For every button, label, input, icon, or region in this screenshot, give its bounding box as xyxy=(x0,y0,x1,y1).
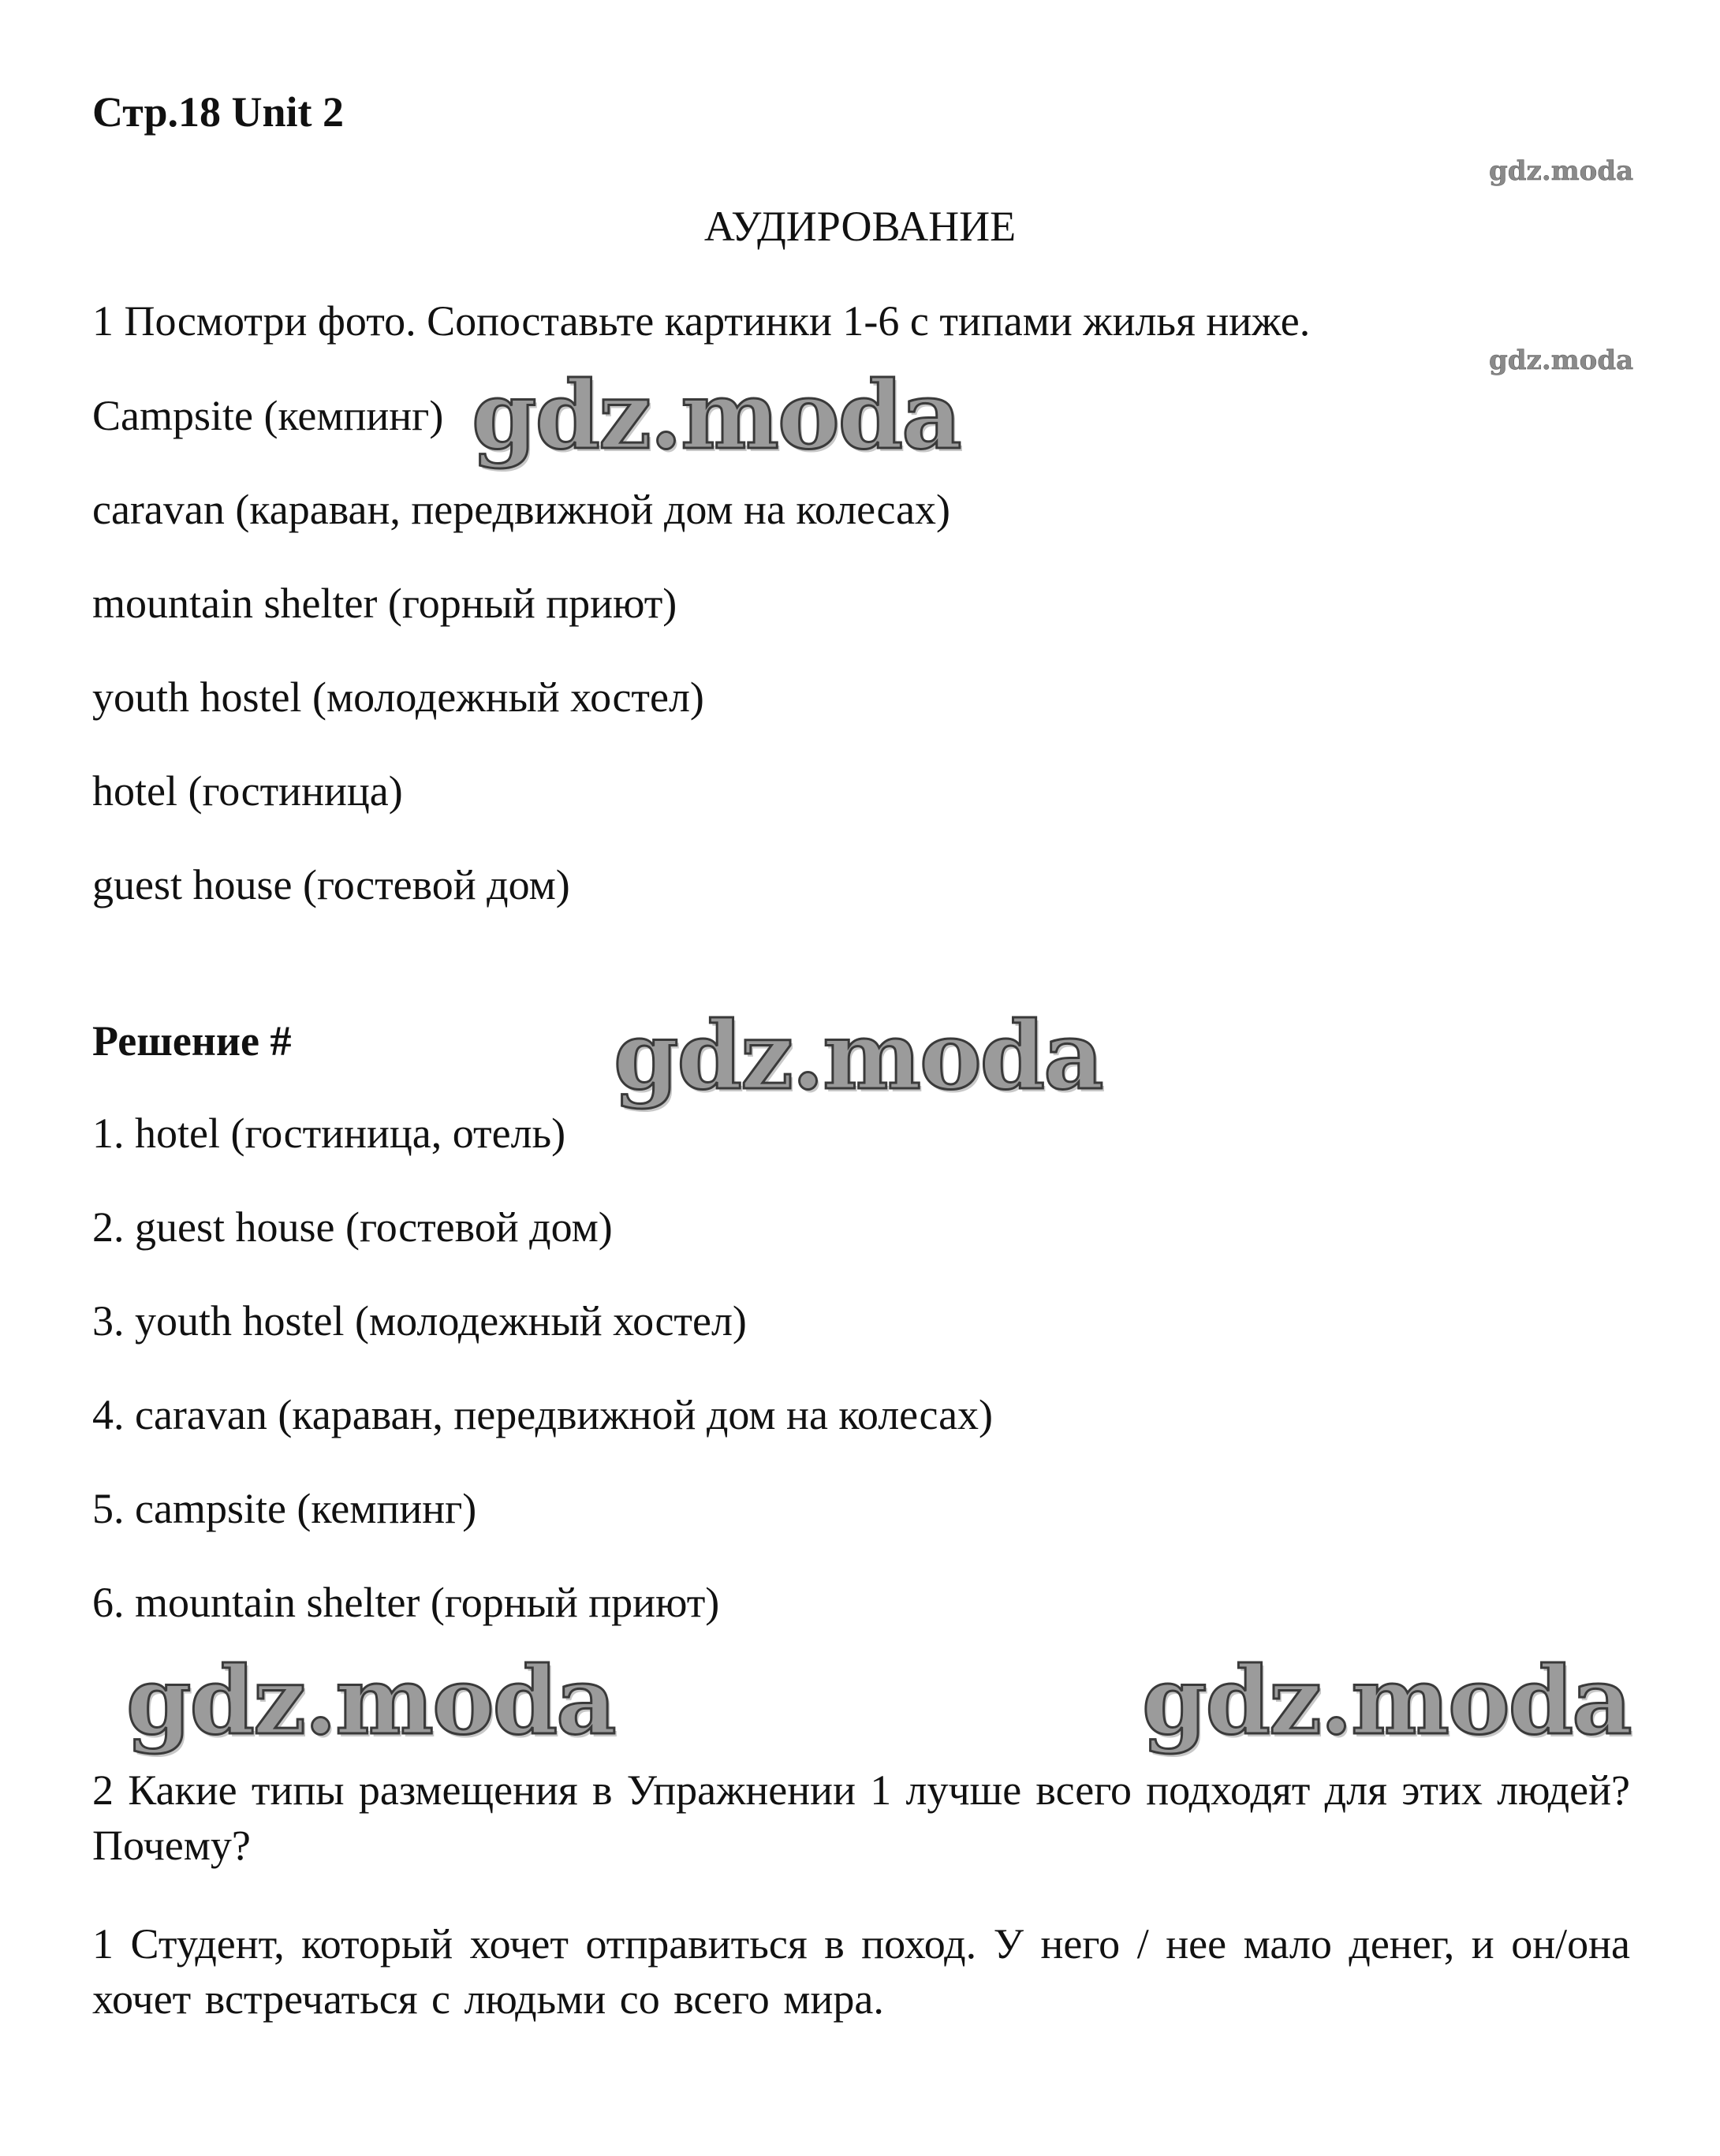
exercise1-prompt: 1 Посмотри фото. Сопоставьте картинки 1-6 с типами жилья ниже. xyxy=(92,297,1311,345)
exercise2-item: 1 Студент, который хочет отправиться в поход. У него / нее мало денег, и он/она хочет встречаться с людьми со всего мира. xyxy=(92,1920,1630,2023)
watermark-logo-small: gdz.moda xyxy=(1489,345,1634,376)
answer-item: 1. hotel (гостиница, отель) xyxy=(92,1110,566,1157)
watermark-logo: gdz.moda xyxy=(614,1001,1103,1110)
option-item: caravan (караван, передвижной дом на колесах) xyxy=(92,486,951,533)
page-label: Стр.18 Unit 2 xyxy=(92,88,345,136)
option-item: youth hostel (молодежный хостел) xyxy=(92,673,704,721)
watermark-logo: gdz.moda xyxy=(126,1646,615,1755)
solution-heading: Решение # xyxy=(92,1017,292,1065)
option-item: Campsite (кемпинг) xyxy=(92,392,444,439)
option-item: mountain shelter (горный приют) xyxy=(92,580,677,627)
answer-item: 2. guest house (гостевой дом) xyxy=(92,1203,613,1251)
option-item: hotel (гостиница) xyxy=(92,767,403,815)
answer-item: 6. mountain shelter (горный приют) xyxy=(92,1579,720,1626)
exercise2-prompt: 2 Какие типы размещения в Упражнении 1 лучше всего подходят для этих людей? Почему? xyxy=(92,1766,1630,1869)
answer-item: 4. caravan (караван, передвижной дом на колесах) xyxy=(92,1391,994,1438)
watermark-logo: gdz.moda xyxy=(472,360,961,470)
section-title: АУДИРОВАНИЕ xyxy=(703,203,1017,250)
option-item: guest house (гостевой дом) xyxy=(92,861,570,908)
watermark-logo: gdz.moda xyxy=(1142,1646,1631,1755)
watermark-logo-small: gdz.moda xyxy=(1489,155,1634,187)
answer-item: 5. campsite (кемпинг) xyxy=(92,1485,477,1532)
answer-item: 3. youth hostel (молодежный хостел) xyxy=(92,1297,747,1345)
